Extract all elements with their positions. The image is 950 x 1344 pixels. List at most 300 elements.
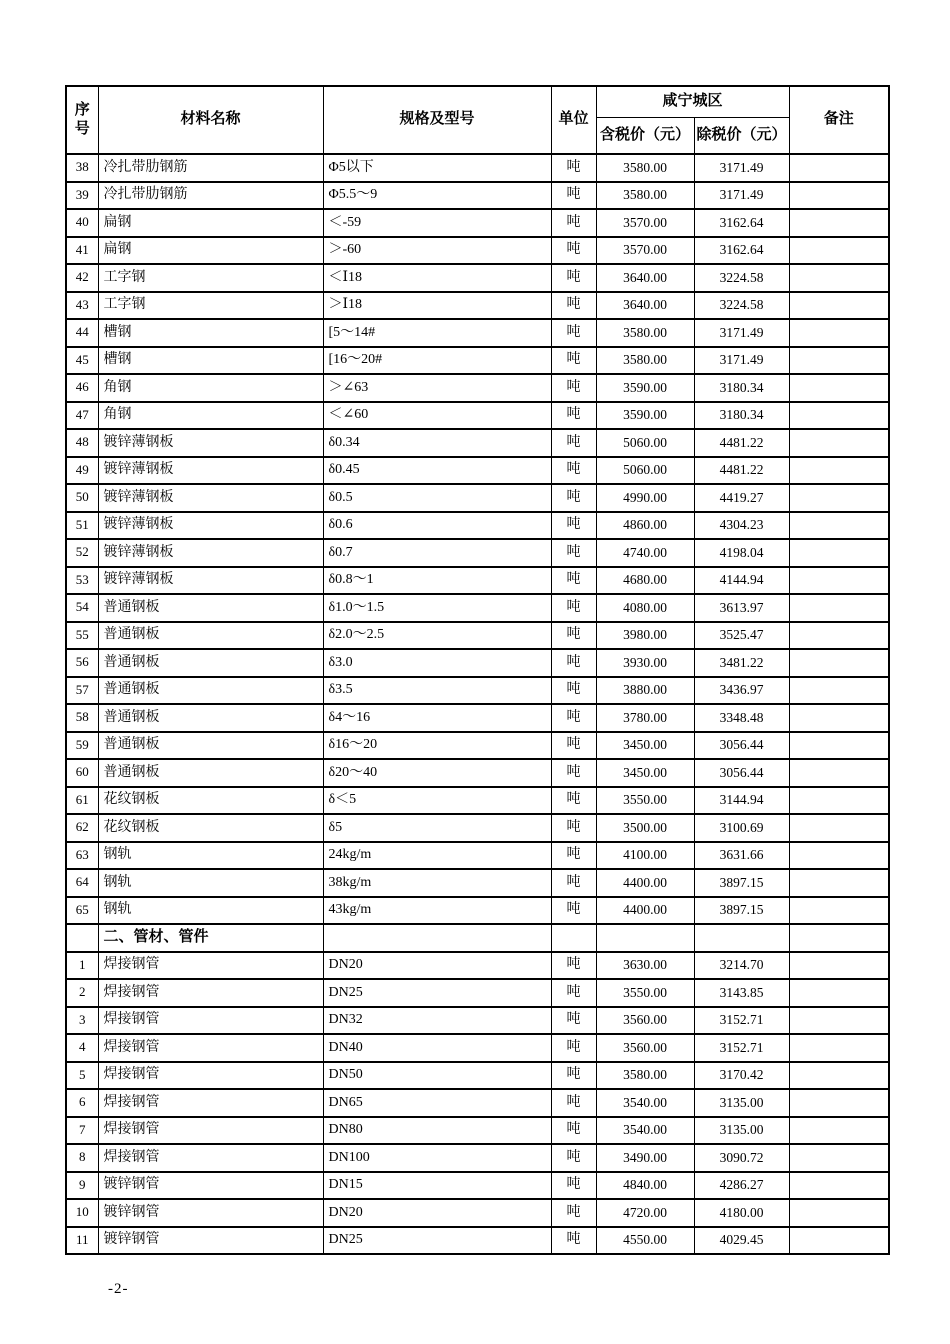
cell-seq: 11 xyxy=(66,1227,98,1255)
cell-seq: 48 xyxy=(66,429,98,457)
cell-price-incl-tax: 3580.00 xyxy=(596,319,694,347)
cell-material-name: 镀锌薄钢板 xyxy=(98,457,323,485)
cell-price-excl-tax: 3090.72 xyxy=(694,1144,789,1172)
cell-material-name: 花纹钢板 xyxy=(98,814,323,842)
section-title: 二、管材、管件 xyxy=(98,924,323,952)
cell-seq: 3 xyxy=(66,1007,98,1035)
empty-cell xyxy=(789,649,889,677)
table-row xyxy=(66,622,889,650)
cell-spec: ＞-60 xyxy=(323,237,551,265)
cell-price-excl-tax: 3180.34 xyxy=(694,402,789,430)
cell-material-name: 焊接钢管 xyxy=(98,1007,323,1035)
empty-cell xyxy=(789,264,889,292)
cell-price-incl-tax: 4860.00 xyxy=(596,512,694,540)
cell-seq: 61 xyxy=(66,787,98,815)
empty-cell xyxy=(789,842,889,870)
cell-price-incl-tax: 4550.00 xyxy=(596,1227,694,1255)
cell-price-incl-tax: 3570.00 xyxy=(596,209,694,237)
empty-cell xyxy=(789,759,889,787)
cell-material-name: 镀锌钢管 xyxy=(98,1227,323,1255)
empty-cell xyxy=(789,1199,889,1227)
cell-price-incl-tax: 4100.00 xyxy=(596,842,694,870)
cell-material-name: 槽钢 xyxy=(98,319,323,347)
cell-price-incl-tax: 3640.00 xyxy=(596,264,694,292)
empty-cell xyxy=(789,869,889,897)
table-row xyxy=(66,869,889,897)
cell-material-name: 焊接钢管 xyxy=(98,1089,323,1117)
cell-price-excl-tax: 3481.22 xyxy=(694,649,789,677)
cell-seq: 63 xyxy=(66,842,98,870)
cell-price-excl-tax: 3144.94 xyxy=(694,787,789,815)
cell-material-name: 焊接钢管 xyxy=(98,979,323,1007)
cell-spec: ＜Ⅰ18 xyxy=(323,264,551,292)
table-row xyxy=(66,209,889,237)
cell-price-incl-tax: 3500.00 xyxy=(596,814,694,842)
cell-spec: 43kg/m xyxy=(323,897,551,925)
empty-cell xyxy=(789,704,889,732)
cell-spec: DN25 xyxy=(323,979,551,1007)
cell-price-excl-tax: 3171.49 xyxy=(694,154,789,182)
cell-unit: 吨 xyxy=(551,1199,596,1227)
cell-price-incl-tax: 4990.00 xyxy=(596,484,694,512)
section-header-row xyxy=(66,924,889,952)
empty-cell xyxy=(789,924,889,952)
cell-material-name: 钢轨 xyxy=(98,842,323,870)
empty-cell xyxy=(789,677,889,705)
cell-spec: DN65 xyxy=(323,1089,551,1117)
cell-unit: 吨 xyxy=(551,237,596,265)
cell-unit: 吨 xyxy=(551,952,596,980)
empty-cell xyxy=(789,347,889,375)
empty-cell xyxy=(789,567,889,595)
cell-spec: δ1.0～1.5 xyxy=(323,594,551,622)
cell-price-excl-tax: 3056.44 xyxy=(694,759,789,787)
cell-price-excl-tax: 3056.44 xyxy=(694,732,789,760)
cell-unit: 吨 xyxy=(551,759,596,787)
cell-unit: 吨 xyxy=(551,567,596,595)
table-row xyxy=(66,842,889,870)
cell-price-excl-tax: 3162.64 xyxy=(694,209,789,237)
cell-price-excl-tax: 3180.34 xyxy=(694,374,789,402)
cell-material-name: 焊接钢管 xyxy=(98,1144,323,1172)
empty-cell xyxy=(551,924,596,952)
cell-material-name: 焊接钢管 xyxy=(98,1062,323,1090)
cell-seq: 49 xyxy=(66,457,98,485)
cell-spec: δ0.8～1 xyxy=(323,567,551,595)
cell-seq: 5 xyxy=(66,1062,98,1090)
cell-material-name: 焊接钢管 xyxy=(98,952,323,980)
cell-material-name: 角钢 xyxy=(98,402,323,430)
cell-price-incl-tax: 3590.00 xyxy=(596,402,694,430)
cell-spec: DN40 xyxy=(323,1034,551,1062)
empty-cell xyxy=(789,457,889,485)
table-body xyxy=(66,154,889,1254)
cell-seq: 1 xyxy=(66,952,98,980)
cell-unit: 吨 xyxy=(551,539,596,567)
cell-price-excl-tax: 4198.04 xyxy=(694,539,789,567)
empty-cell xyxy=(789,897,889,925)
cell-seq: 52 xyxy=(66,539,98,567)
table-row xyxy=(66,319,889,347)
cell-seq: 53 xyxy=(66,567,98,595)
table-row xyxy=(66,182,889,210)
empty-cell xyxy=(789,484,889,512)
cell-unit: 吨 xyxy=(551,182,596,210)
cell-spec: δ2.0～2.5 xyxy=(323,622,551,650)
page-number: -2- xyxy=(108,1281,129,1297)
empty-cell xyxy=(789,512,889,540)
empty-cell xyxy=(789,1007,889,1035)
cell-spec: δ0.34 xyxy=(323,429,551,457)
empty-cell xyxy=(789,594,889,622)
cell-unit: 吨 xyxy=(551,402,596,430)
cell-material-name: 普通钢板 xyxy=(98,759,323,787)
cell-seq: 51 xyxy=(66,512,98,540)
cell-material-name: 普通钢板 xyxy=(98,677,323,705)
table-row xyxy=(66,979,889,1007)
cell-price-excl-tax: 3897.15 xyxy=(694,869,789,897)
cell-unit: 吨 xyxy=(551,594,596,622)
cell-unit: 吨 xyxy=(551,787,596,815)
cell-material-name: 工字钢 xyxy=(98,264,323,292)
cell-material-name: 扁钢 xyxy=(98,209,323,237)
cell-price-excl-tax: 3171.49 xyxy=(694,347,789,375)
empty-cell xyxy=(789,374,889,402)
cell-material-name: 普通钢板 xyxy=(98,594,323,622)
cell-spec: [16～20# xyxy=(323,347,551,375)
cell-unit: 吨 xyxy=(551,842,596,870)
cell-seq: 57 xyxy=(66,677,98,705)
cell-seq: 40 xyxy=(66,209,98,237)
empty-cell xyxy=(789,1089,889,1117)
cell-spec: δ0.6 xyxy=(323,512,551,540)
empty-cell xyxy=(694,924,789,952)
cell-material-name: 镀锌薄钢板 xyxy=(98,539,323,567)
cell-spec: DN100 xyxy=(323,1144,551,1172)
cell-price-excl-tax: 3348.48 xyxy=(694,704,789,732)
cell-unit: 吨 xyxy=(551,704,596,732)
cell-price-excl-tax: 3171.49 xyxy=(694,182,789,210)
cell-seq: 54 xyxy=(66,594,98,622)
empty-cell xyxy=(789,814,889,842)
empty-cell xyxy=(789,1144,889,1172)
cell-seq: 44 xyxy=(66,319,98,347)
cell-price-excl-tax: 3170.42 xyxy=(694,1062,789,1090)
cell-price-incl-tax: 3980.00 xyxy=(596,622,694,650)
cell-seq: 65 xyxy=(66,897,98,925)
cell-price-excl-tax: 3171.49 xyxy=(694,319,789,347)
cell-spec: 24kg/m xyxy=(323,842,551,870)
cell-spec: DN50 xyxy=(323,1062,551,1090)
empty-cell xyxy=(789,292,889,320)
empty-cell xyxy=(596,924,694,952)
cell-price-incl-tax: 4080.00 xyxy=(596,594,694,622)
cell-price-incl-tax: 3580.00 xyxy=(596,347,694,375)
cell-price-incl-tax: 4400.00 xyxy=(596,869,694,897)
cell-seq: 8 xyxy=(66,1144,98,1172)
cell-material-name: 镀锌薄钢板 xyxy=(98,512,323,540)
cell-material-name: 焊接钢管 xyxy=(98,1117,323,1145)
cell-seq: 45 xyxy=(66,347,98,375)
header-remark: 备注 xyxy=(789,86,889,154)
cell-price-excl-tax: 4481.22 xyxy=(694,457,789,485)
table-row xyxy=(66,1144,889,1172)
cell-spec: DN15 xyxy=(323,1172,551,1200)
cell-price-incl-tax: 4840.00 xyxy=(596,1172,694,1200)
table-row xyxy=(66,1089,889,1117)
cell-material-name: 工字钢 xyxy=(98,292,323,320)
cell-unit: 吨 xyxy=(551,457,596,485)
cell-spec: δ0.5 xyxy=(323,484,551,512)
cell-price-excl-tax: 3162.64 xyxy=(694,237,789,265)
cell-price-incl-tax: 3540.00 xyxy=(596,1117,694,1145)
cell-seq: 64 xyxy=(66,869,98,897)
table-row xyxy=(66,897,889,925)
table-row xyxy=(66,787,889,815)
cell-unit: 吨 xyxy=(551,1117,596,1145)
cell-price-excl-tax: 3224.58 xyxy=(694,264,789,292)
table-row xyxy=(66,154,889,182)
cell-price-incl-tax: 3780.00 xyxy=(596,704,694,732)
cell-price-incl-tax: 3550.00 xyxy=(596,787,694,815)
cell-price-excl-tax: 4144.94 xyxy=(694,567,789,595)
cell-price-excl-tax: 3436.97 xyxy=(694,677,789,705)
empty-cell xyxy=(789,1062,889,1090)
cell-seq: 62 xyxy=(66,814,98,842)
cell-spec: δ4～16 xyxy=(323,704,551,732)
cell-unit: 吨 xyxy=(551,869,596,897)
header-material-name: 材料名称 xyxy=(98,86,323,154)
cell-unit: 吨 xyxy=(551,1007,596,1035)
empty-cell xyxy=(789,539,889,567)
cell-price-incl-tax: 3630.00 xyxy=(596,952,694,980)
cell-seq: 46 xyxy=(66,374,98,402)
cell-spec: δ＜5 xyxy=(323,787,551,815)
cell-unit: 吨 xyxy=(551,319,596,347)
cell-price-excl-tax: 3135.00 xyxy=(694,1117,789,1145)
table-row xyxy=(66,402,889,430)
cell-seq: 50 xyxy=(66,484,98,512)
cell-seq: 2 xyxy=(66,979,98,1007)
cell-unit: 吨 xyxy=(551,979,596,1007)
cell-price-incl-tax: 3450.00 xyxy=(596,759,694,787)
cell-price-incl-tax: 3880.00 xyxy=(596,677,694,705)
table-row xyxy=(66,484,889,512)
cell-price-excl-tax: 4481.22 xyxy=(694,429,789,457)
cell-seq: 4 xyxy=(66,1034,98,1062)
empty-cell xyxy=(789,952,889,980)
table-row xyxy=(66,952,889,980)
cell-unit: 吨 xyxy=(551,209,596,237)
cell-price-excl-tax: 3631.66 xyxy=(694,842,789,870)
cell-spec: DN20 xyxy=(323,952,551,980)
cell-spec: [5～14# xyxy=(323,319,551,347)
cell-price-excl-tax: 4180.00 xyxy=(694,1199,789,1227)
cell-spec: δ20～40 xyxy=(323,759,551,787)
table-row xyxy=(66,237,889,265)
cell-price-incl-tax: 3560.00 xyxy=(596,1007,694,1035)
cell-price-incl-tax: 3450.00 xyxy=(596,732,694,760)
cell-spec: δ3.5 xyxy=(323,677,551,705)
cell-price-incl-tax: 3640.00 xyxy=(596,292,694,320)
cell-price-incl-tax: 4720.00 xyxy=(596,1199,694,1227)
cell-seq: 55 xyxy=(66,622,98,650)
cell-spec: δ0.7 xyxy=(323,539,551,567)
cell-material-name: 普通钢板 xyxy=(98,732,323,760)
cell-material-name: 角钢 xyxy=(98,374,323,402)
cell-unit: 吨 xyxy=(551,622,596,650)
cell-spec: Φ5以下 xyxy=(323,154,551,182)
empty-cell xyxy=(789,1172,889,1200)
table-row xyxy=(66,539,889,567)
cell-material-name: 镀锌薄钢板 xyxy=(98,484,323,512)
cell-material-name: 镀锌薄钢板 xyxy=(98,429,323,457)
cell-seq: 47 xyxy=(66,402,98,430)
empty-cell xyxy=(789,319,889,347)
cell-material-name: 普通钢板 xyxy=(98,649,323,677)
cell-price-excl-tax: 3525.47 xyxy=(694,622,789,650)
cell-unit: 吨 xyxy=(551,292,596,320)
cell-unit: 吨 xyxy=(551,1144,596,1172)
cell-unit: 吨 xyxy=(551,732,596,760)
cell-seq: 60 xyxy=(66,759,98,787)
cell-spec: DN25 xyxy=(323,1227,551,1255)
empty-cell xyxy=(789,622,889,650)
cell-price-incl-tax: 5060.00 xyxy=(596,429,694,457)
cell-price-incl-tax: 3580.00 xyxy=(596,1062,694,1090)
cell-unit: 吨 xyxy=(551,814,596,842)
empty-cell xyxy=(789,429,889,457)
table-row xyxy=(66,292,889,320)
cell-spec: DN80 xyxy=(323,1117,551,1145)
header-price-incl-tax: 含税价（元） xyxy=(596,118,694,155)
cell-material-name: 普通钢板 xyxy=(98,622,323,650)
cell-price-excl-tax: 4029.45 xyxy=(694,1227,789,1255)
cell-material-name: 钢轨 xyxy=(98,897,323,925)
cell-unit: 吨 xyxy=(551,677,596,705)
cell-unit: 吨 xyxy=(551,374,596,402)
cell-price-incl-tax: 4740.00 xyxy=(596,539,694,567)
cell-price-incl-tax: 3590.00 xyxy=(596,374,694,402)
cell-spec: DN20 xyxy=(323,1199,551,1227)
empty-cell xyxy=(789,402,889,430)
materials-price-table xyxy=(65,85,890,1255)
cell-spec: δ3.0 xyxy=(323,649,551,677)
cell-unit: 吨 xyxy=(551,1089,596,1117)
header-region: 咸宁城区 xyxy=(596,86,789,118)
cell-price-excl-tax: 3224.58 xyxy=(694,292,789,320)
cell-price-incl-tax: 3930.00 xyxy=(596,649,694,677)
cell-price-excl-tax: 3897.15 xyxy=(694,897,789,925)
table-row xyxy=(66,677,889,705)
cell-spec: ＞∠63 xyxy=(323,374,551,402)
empty-cell xyxy=(323,924,551,952)
cell-price-incl-tax: 5060.00 xyxy=(596,457,694,485)
cell-spec: ＞Ⅰ18 xyxy=(323,292,551,320)
empty-cell xyxy=(789,1034,889,1062)
cell-seq: 43 xyxy=(66,292,98,320)
cell-unit: 吨 xyxy=(551,897,596,925)
cell-spec: DN32 xyxy=(323,1007,551,1035)
cell-seq: 7 xyxy=(66,1117,98,1145)
cell-price-excl-tax: 3100.69 xyxy=(694,814,789,842)
cell-price-excl-tax: 4304.23 xyxy=(694,512,789,540)
cell-spec: δ5 xyxy=(323,814,551,842)
cell-price-excl-tax: 4286.27 xyxy=(694,1172,789,1200)
cell-price-incl-tax: 4680.00 xyxy=(596,567,694,595)
header-row-top xyxy=(66,86,889,118)
header-spec-model: 规格及型号 xyxy=(323,86,551,154)
table-row xyxy=(66,1199,889,1227)
cell-seq: 38 xyxy=(66,154,98,182)
empty-cell xyxy=(789,979,889,1007)
empty-cell xyxy=(789,1227,889,1255)
empty-cell xyxy=(66,924,98,952)
table-row xyxy=(66,594,889,622)
cell-material-name: 冷扎带肋钢筋 xyxy=(98,182,323,210)
cell-price-excl-tax: 3152.71 xyxy=(694,1034,789,1062)
table-row xyxy=(66,759,889,787)
cell-seq: 9 xyxy=(66,1172,98,1200)
empty-cell xyxy=(789,182,889,210)
cell-spec: 38kg/m xyxy=(323,869,551,897)
cell-seq: 10 xyxy=(66,1199,98,1227)
cell-price-incl-tax: 3580.00 xyxy=(596,154,694,182)
cell-material-name: 花纹钢板 xyxy=(98,787,323,815)
cell-unit: 吨 xyxy=(551,1172,596,1200)
cell-price-incl-tax: 3570.00 xyxy=(596,237,694,265)
empty-cell xyxy=(789,237,889,265)
cell-price-incl-tax: 3580.00 xyxy=(596,182,694,210)
table-row xyxy=(66,374,889,402)
empty-cell xyxy=(789,732,889,760)
cell-unit: 吨 xyxy=(551,484,596,512)
cell-material-name: 槽钢 xyxy=(98,347,323,375)
cell-price-excl-tax: 4419.27 xyxy=(694,484,789,512)
cell-unit: 吨 xyxy=(551,1227,596,1255)
empty-cell xyxy=(789,154,889,182)
cell-price-incl-tax: 4400.00 xyxy=(596,897,694,925)
cell-price-excl-tax: 3143.85 xyxy=(694,979,789,1007)
table-header xyxy=(66,86,889,154)
cell-material-name: 钢轨 xyxy=(98,869,323,897)
cell-material-name: 镀锌钢管 xyxy=(98,1199,323,1227)
cell-unit: 吨 xyxy=(551,649,596,677)
cell-seq: 42 xyxy=(66,264,98,292)
empty-cell xyxy=(789,1117,889,1145)
cell-spec: Φ5.5～9 xyxy=(323,182,551,210)
cell-unit: 吨 xyxy=(551,347,596,375)
table-row xyxy=(66,1117,889,1145)
cell-material-name: 普通钢板 xyxy=(98,704,323,732)
table-row xyxy=(66,1172,889,1200)
table-row xyxy=(66,347,889,375)
table-row xyxy=(66,1227,889,1255)
table-row xyxy=(66,649,889,677)
table-row xyxy=(66,1034,889,1062)
empty-cell xyxy=(789,209,889,237)
cell-price-incl-tax: 3550.00 xyxy=(596,979,694,1007)
table-row xyxy=(66,732,889,760)
cell-spec: δ0.45 xyxy=(323,457,551,485)
cell-price-incl-tax: 3560.00 xyxy=(596,1034,694,1062)
cell-price-excl-tax: 3135.00 xyxy=(694,1089,789,1117)
cell-price-excl-tax: 3152.71 xyxy=(694,1007,789,1035)
cell-material-name: 扁钢 xyxy=(98,237,323,265)
table-row xyxy=(66,429,889,457)
cell-unit: 吨 xyxy=(551,1034,596,1062)
table-row xyxy=(66,1007,889,1035)
